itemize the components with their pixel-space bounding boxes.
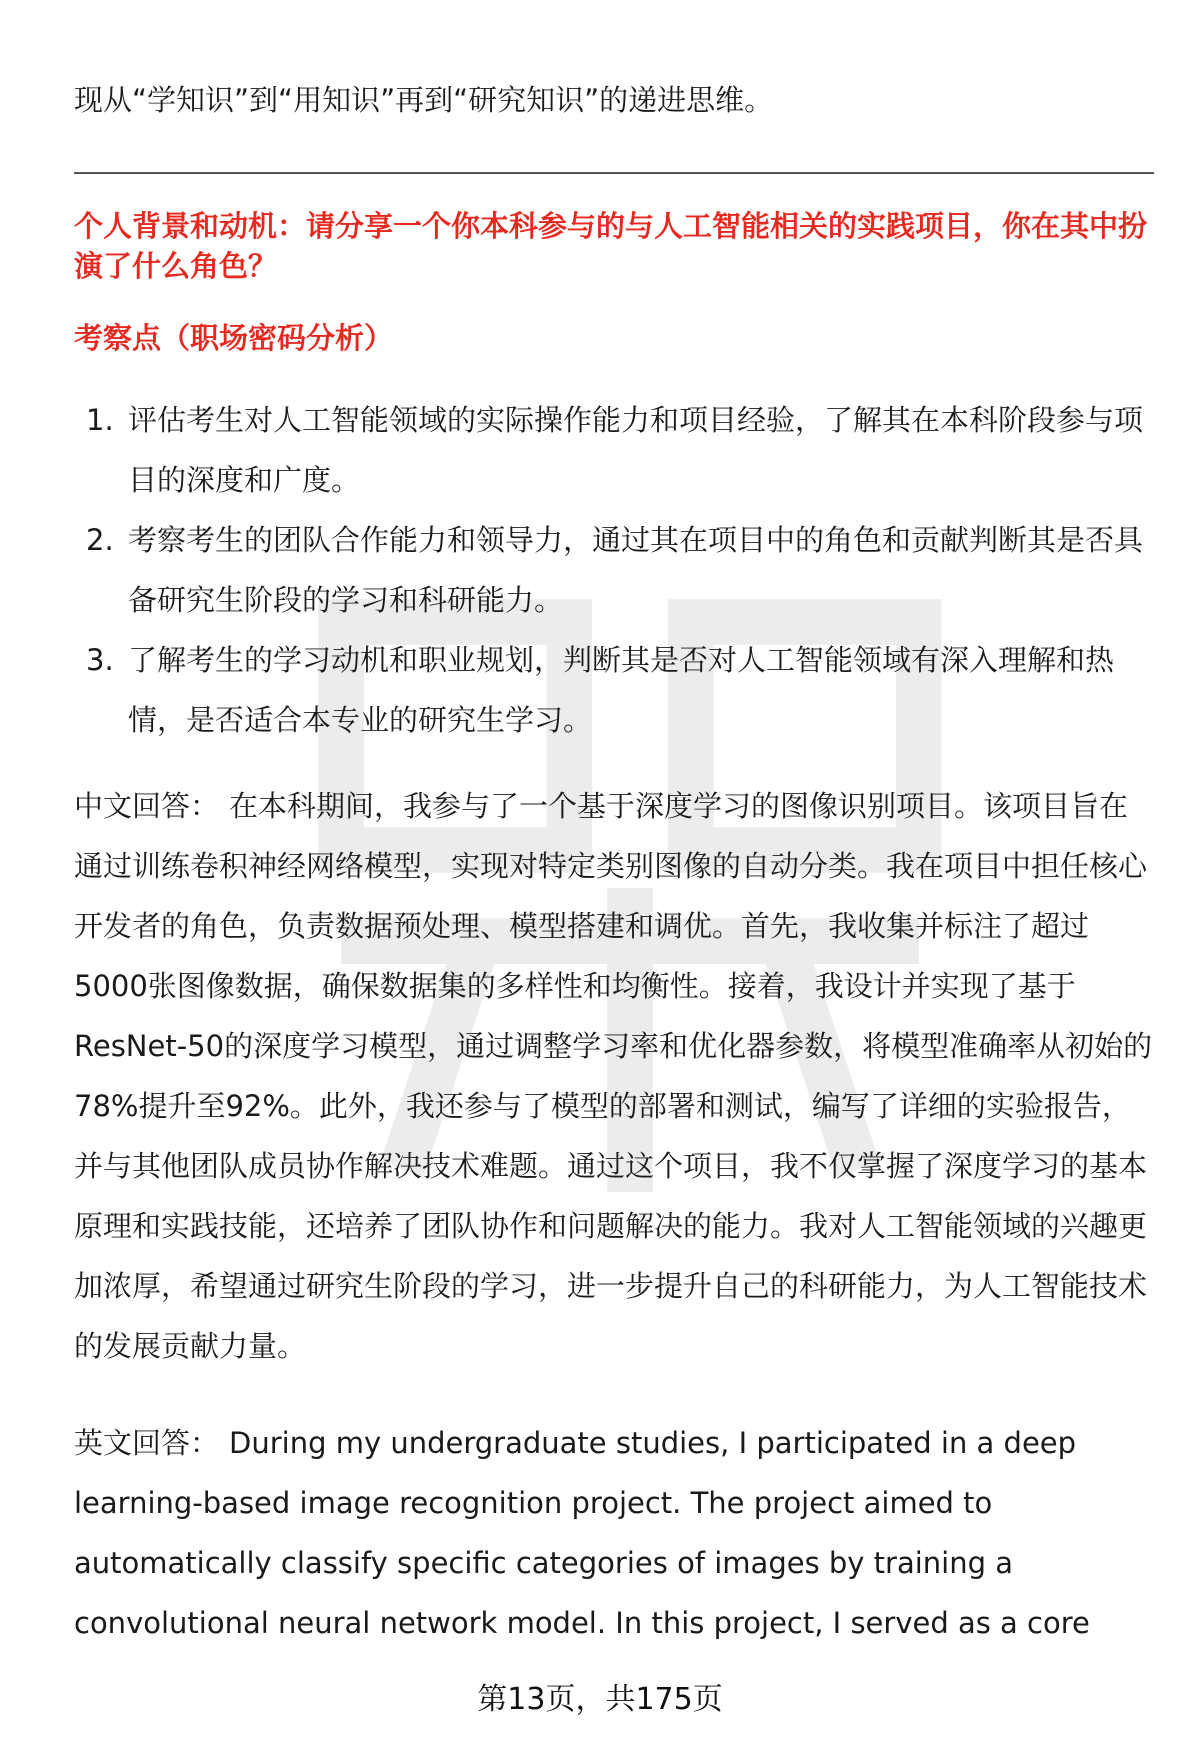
english-answer [74, 1413, 1154, 1653]
question-heading: 个人背景和动机：请分享一个你本科参与的与人工智能相关的实践项目，你在其中扮演了什么角色？ [74, 209, 1148, 283]
list-item-text: 了解考生的学习动机和职业规划，判断其是否对人工智能领域有深入理解和热情，是否适合本专业的研究生学习。 [128, 643, 1115, 737]
english-answer-label: 英文回答： [74, 1426, 220, 1460]
divider [74, 172, 1154, 174]
list-item-text: 评估考生对人工智能领域的实际操作能力和项目经验，了解其在本科阶段参与项目的深度和广度。 [128, 403, 1144, 497]
list-item [74, 510, 1154, 630]
assessment-points-list [74, 390, 1154, 750]
chinese-answer-text: 在本科期间，我参与了一个基于深度学习的图像识别项目。该项目旨在通过训练卷积神经网络模型，实现对特定类别图像的自动分类。我在项目中担任核心开发者的角色，负责数据预处理、模型搭建和调优。首先，我收集并标注了超过5000张图像数据，确保数据集的多样性和均衡性。接着，我设计并实现了基于ResNet-50的深度学习模型，通过调整学习率和优化器参数，将模型准确率从初始的78%提升至92%。此外，我还参与了模型的部署和测试，编写了详细的实验报告，并与其他团队成员协作解决技术难题。通过这个项目，我不仅掌握了深度学习的基本原理和实践技能，还培养了团队协作和问题解决的能力。我对人工智能领域的兴趣更加浓厚，希望通过研究生阶段的学习，进一步提升自己的科研能力，为人工智能技术的发展贡献力量。 [74, 789, 1153, 1363]
list-item [74, 630, 1154, 750]
english-answer-text: During my undergraduate studies, I participated in a deep learning-based image recognition project. The project aimed to automatically classify specific categories of images by training a convolutional neural network model. In this project, I served as a core [74, 1426, 1090, 1640]
chinese-answer [74, 776, 1154, 1376]
list-number: 3. [86, 643, 114, 677]
page-footer: 第13页，共175页 [477, 1682, 723, 1717]
chinese-answer-label: 中文回答： [74, 789, 220, 823]
section-heading: 考察点（职场密码分析） [74, 321, 394, 355]
intro-text: 现从“学知识”到“用知识”再到“研究知识”的递进思维。 [74, 83, 774, 117]
list-item [74, 390, 1154, 510]
list-number: 1. [86, 403, 114, 437]
list-number: 2. [86, 523, 114, 557]
list-item-text: 考察考生的团队合作能力和领导力，通过其在项目中的角色和贡献判断其是否具备研究生阶段的学习和科研能力。 [128, 523, 1144, 617]
